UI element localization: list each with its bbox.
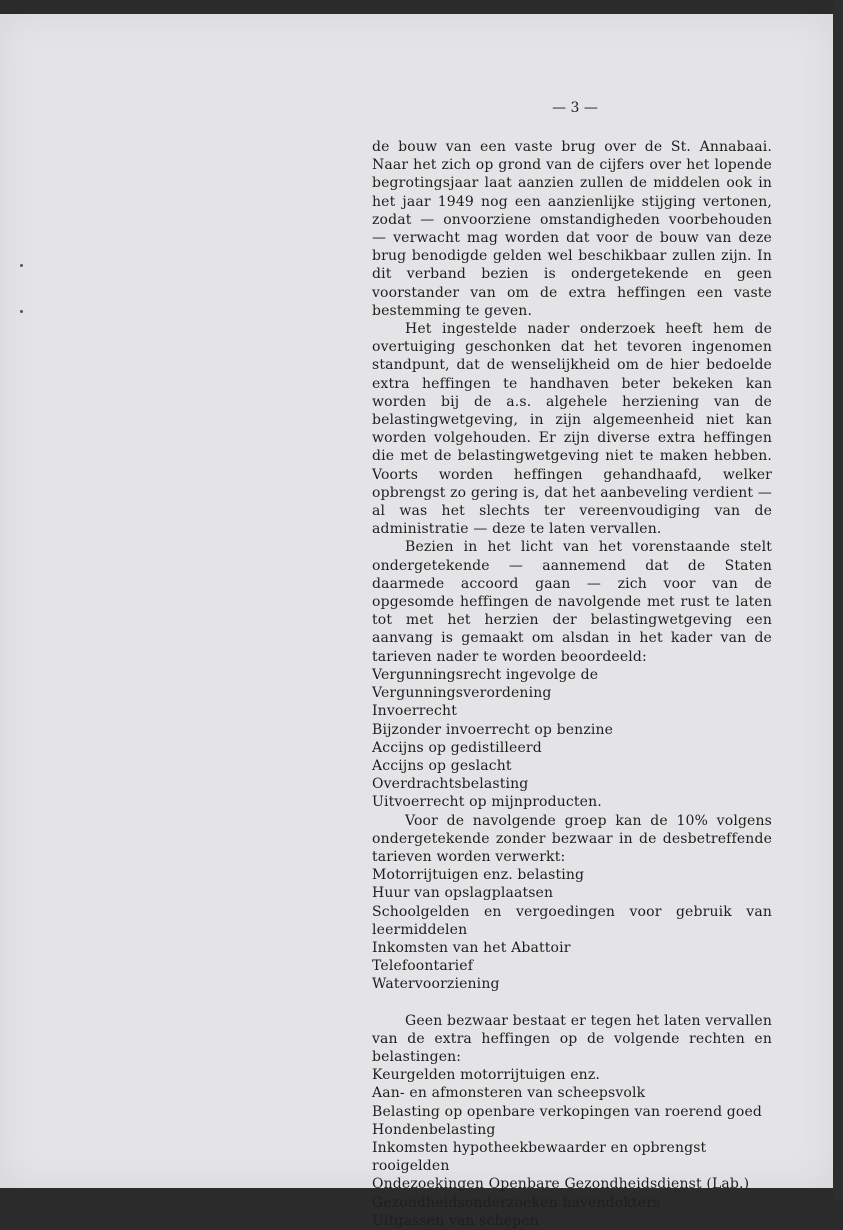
document-page xyxy=(0,14,833,1229)
list-item: Watervoorziening xyxy=(372,976,500,993)
retained-levies-list xyxy=(372,666,772,812)
list-item: Inkomsten van het Abattoir xyxy=(372,939,571,956)
speck-mark xyxy=(20,264,23,267)
list-item: Accijns op gedistilleerd xyxy=(372,739,542,756)
list-item: Motorrijtuigen enz. belasting xyxy=(372,867,585,884)
document-body xyxy=(372,138,772,1230)
list-item: Telefoontarief xyxy=(372,958,474,975)
paragraph-3: Bezien in het licht van het vorenstaande stelt ondergetekende — aannemend dat de Staten daarmede accoord gaan — zich voor van de opgesomde heffingen de navolgende met rust te laten tot met het herzien der belastingwetgeving een aanvang is gemaakt om alsdan in het kader van de tarieven nader te worden beoordeeld: xyxy=(372,539,772,665)
list-item: Aan- en afmonsteren van scheepsvolk xyxy=(372,1085,646,1102)
list-item: Vergunningsrecht ingevolge de Vergunningsverordening xyxy=(372,666,599,702)
paragraph-4: Voor de navolgende groep kan de 10% volgens ondergetekende zonder bezwaar in de desbetreffende tarieven worden verwerkt: xyxy=(372,812,772,865)
list-item: Schoolgelden en vergoedingen voor gebruik van leermiddelen xyxy=(372,903,772,938)
list-item: Inkomsten hypotheekbewaarder en opbrengst rooigelden xyxy=(372,1139,707,1175)
list-item: Overdrachtsbelasting xyxy=(372,776,529,793)
list-item: Huur van opslagplaatsen xyxy=(372,885,554,902)
list-item: Gezondheidsonderzoeken havendokters xyxy=(372,1194,661,1211)
scan-edge xyxy=(833,0,843,1200)
list-item: Belasting op openbare verkopingen van roerend goed xyxy=(372,1103,763,1120)
list-item: Ondezoekingen Openbare Gezondheidsdienst (Lab.) xyxy=(372,1176,750,1193)
spacer xyxy=(372,994,772,1012)
speck-mark xyxy=(20,310,23,313)
page-number: — 3 — xyxy=(552,100,598,116)
abolished-levies-list xyxy=(372,1066,772,1230)
list-item: Invoerrecht xyxy=(372,703,457,720)
list-item: Uitvoerrecht op mijnproducten. xyxy=(372,794,602,811)
list-item: Keurgelden motorrijtuigen enz. xyxy=(372,1067,600,1084)
list-item: Uitgassen van schepen xyxy=(372,1212,539,1229)
list-item: Accijns op geslacht xyxy=(372,757,512,774)
paragraph-1: de bouw van een vaste brug over de St. Annabaai. Naar het zich op grond van de cijfers over het lopende begrotingsjaar laat aanzien zullen de middelen ook in het jaar 1949 nog een aanzienlijke stijging vertonen, zodat — onvoorziene omstandigheden voorbehouden — verwacht mag worden dat voor de bouw van deze brug benodigde gelden wel beschikbaar zullen zijn. In dit verband bezien is ondergetekende en geen voorstander van om de extra heffingen een vaste bestemming te geven. xyxy=(372,139,772,319)
paragraph-5: Geen bezwaar bestaat er tegen het laten vervallen van de extra heffingen op de volgende rechten en belastingen: xyxy=(372,1012,772,1065)
paragraph-2: Het ingestelde nader onderzoek heeft hem de overtuiging geschonken dat het tevoren ingenomen standpunt, dat de wenselijkheid om de hier bedoelde extra heffingen te handhaven beter bekeken kan worden bij de a.s. algehele herziening van de belastingwetgeving, in zijn algemeenheid niet kan worden volgehouden. Er zijn diverse extra heffingen die met de belastingwetgeving niet te maken hebben. Voorts worden heffingen gehandhaafd, welker opbrengst zo gering is, dat het aanbeveling verdient — al was het slechts ter vereenvoudiging van de administratie — deze te laten vervallen. xyxy=(372,321,772,538)
tariff-levies-list xyxy=(372,866,772,993)
list-item: Bijzonder invoerrecht op benzine xyxy=(372,721,614,738)
list-item: Hondenbelasting xyxy=(372,1121,496,1138)
